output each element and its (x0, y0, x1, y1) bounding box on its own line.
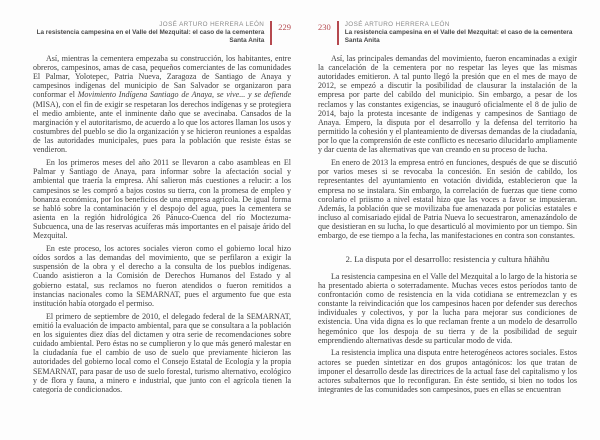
movement-name-italic: Movimiento Indígena Santiago de Anaya, se vive... y se defiende (77, 90, 291, 100)
paragraph-text: Así, mientras la cementera empezaba su construcción, los habitantes, entre obreros, campesinos, amas de casa, pequeños comerciantes de las comunidades El Palmar, Yolotepec, Patria Nueva, Zaragoza de Santiago de Anaya y campesinos indígenas del municipio de San Salvador se organizaron para conformar el (33, 53, 291, 100)
body-paragraph: La resistencia implica una disputa entre heterogéneos actores sociales. Estos actores se pueden sintetizar en dos grupos antagónicos: los que tratan de imponer el desarrollo desde las directrices de la actual fase del capitalismo y los actores subalternos que lo reconfiguran. En éste sentido, si bien no todos los integrantes de las comunidades son campesinos, pues en ellas se encuentran (318, 348, 577, 395)
body-paragraph: En los primeros meses del año 2011 se llevaron a cabo asambleas en El Palmar y Santiago de Anaya, para informar sobre la afectación social y ambiental que traería la empresa. Ahí salieron más cuestiones a relucir: a los campesinos se les compró a bajos costos su tierra, con la promesa de empleo y bonanza económica, por los beneficios de una empresa agrícola. De igual forma se habló sobre la contaminación y el despojo del agua, pues la cementera se asienta en la región hidrológica 26 Pánuco-Cuenca del río Moctezuma-Subcuenca, una de las reservas acuíferas más importantes en el paisaje árido del Mezquital. (33, 158, 291, 241)
body-text-right (318, 54, 577, 394)
page-right-230 (300, 0, 600, 440)
header-text-right (345, 21, 577, 45)
chapter-title: La resistencia campesina en el Valle del Mezquital: el caso de la cementera Santa Anita (36, 28, 265, 44)
paragraph-text: (MISA), con el fin de exigir se respetaran los derechos indígenas y se protegiera el medio ambiente, ante el inminente daño que se avecinaba. Cansados de la marginación y el autoritarismo, de acuerdo a lo que los actores llaman los usos y costumbres del pueblo se dio la organización y se hicieron reuniones a espaldas de las autoridades municipales, pues para la población que resiste éstas se vendieron. (33, 99, 291, 155)
body-paragraph: El primero de septiembre de 2010, el delegado federal de la SEMARNAT, emitió la evaluación de impacto ambiental, para que se consultara a la población en los siguientes diez días del dictamen y otra serie de recomendaciones sobre cuidado ambiental. Pero éstas no se cumplieron y lo que más generó malestar en la ciudadanía fue el cambio de uso de suelo que previamente hicieron las autoridades del gobierno local como el Consejo Estatal de Ecología y la propia SEMARNAT, para pasar de uso de suelo forestal, turismo alternativo, ecológico y de flora y fauna, a minero e industrial, que junto con el agrícola tienen la categoría de condicionados. (33, 311, 291, 394)
chapter-title: La resistencia campesina en el Valle del Mezquital: el caso de la cementera Santa Anita (344, 28, 573, 44)
author-name: JOSÉ ARTURO HERRERA LEÓN (344, 21, 450, 28)
body-paragraph (33, 54, 291, 155)
body-paragraph: En este proceso, los actores sociales vieron como el gobierno local hizo oídos sordos a las demandas del movimiento, que se perfilaron a exigir la suspensión de la obra y el derecho a la consulta de los pueblos indígenas. Cuando asistieron a la Comisión de Derechos Humanos del Estado y al gobierno estatal, sus reclamos no fueron atendidos o fueron remitidos a instancias nacionales como la SEMARNAT, pues el argumento fue que esta institución había otorgado el permiso. (33, 243, 291, 308)
section-heading: 2. La disputa por el desarrollo: resistencia y cultura hñähñu (345, 254, 550, 265)
running-header-left (33, 21, 291, 45)
header-divider-rule (337, 21, 339, 45)
body-paragraph: En enero de 2013 la empresa entró en funciones, después de que se discutió por varios meses si se revocaba la concesión. En sesión de cabildo, los representantes del ayuntamiento en votación dividida, establecieron que la empresa no se instalara. Sin embargo, la correlación de fuerzas que tiene como corolario el priismo a nivel estatal hizo que las voces a favor se impusieran. Además, la población que se movilizaba fue amenazada por policías estatales e incluso al comisariado ejidal de Patria Nueva lo secuestraron, amenazándolo de que desistieran en su lucha, lo que desarticuló al movimiento por un tiempo. Sin embargo, de ese tiempo a la fecha, las manifestaciones en contra son constantes. (318, 158, 577, 241)
body-paragraph: Así, las principales demandas del movimiento, fueron encaminadas a exigir la cancelación de la cementera por no respetar las leyes que las mismas autoridades emitieron. A tal punto llegó la presión que en el mes de mayo de 2012, se empezó a discutir la posibilidad de clausurar la instalación de la empresa por parte del cabildo del municipio. Sin embargo, a pesar de los reclamos y las constantes exigencias, se inauguró oficialmente el 8 de julio de 2014, bajo la protesta incesante de indígenas y campesinos de Santiago de Anaya. Empero, la disputa por el desarrollo y la defensa del territorio ha permitido la cohesión y el planteamiento de diversas demandas de la ciudadanía, por lo que la comprensión de este conflicto es necesario dilucidarlo ampliamente y dar cuenta de las alternativas que van creando en su proceso de lucha. (318, 53, 577, 155)
author-name: JOSÉ ARTURO HERRERA LEÓN (159, 21, 265, 28)
body-paragraph: La resistencia campesina en el Valle del Mezquital a lo largo de la historia se ha presentado abierta o soterradamente. Muchas veces estos períodos tanto de confrontación como de resistencia en la vida cotidiana se entremezclan y es constante la reivindicación que los campesinos hacen por defender sus derechos individuales y colectivos, y por la lucha para mejorar sus condiciones de existencia. Una vida digna es lo que reclaman frente a un modelo de desarrollo hegemónico que los despoja de su tierra y de la posibilidad de seguir emprendiendo alternativas desde su particular modo de vida. (318, 271, 577, 345)
body-text-left (33, 54, 291, 394)
page-number: 229 (278, 22, 291, 32)
page-number: 230 (318, 22, 331, 32)
running-header-right (318, 21, 577, 45)
header-divider-rule (270, 21, 272, 45)
header-text-left (33, 21, 264, 45)
